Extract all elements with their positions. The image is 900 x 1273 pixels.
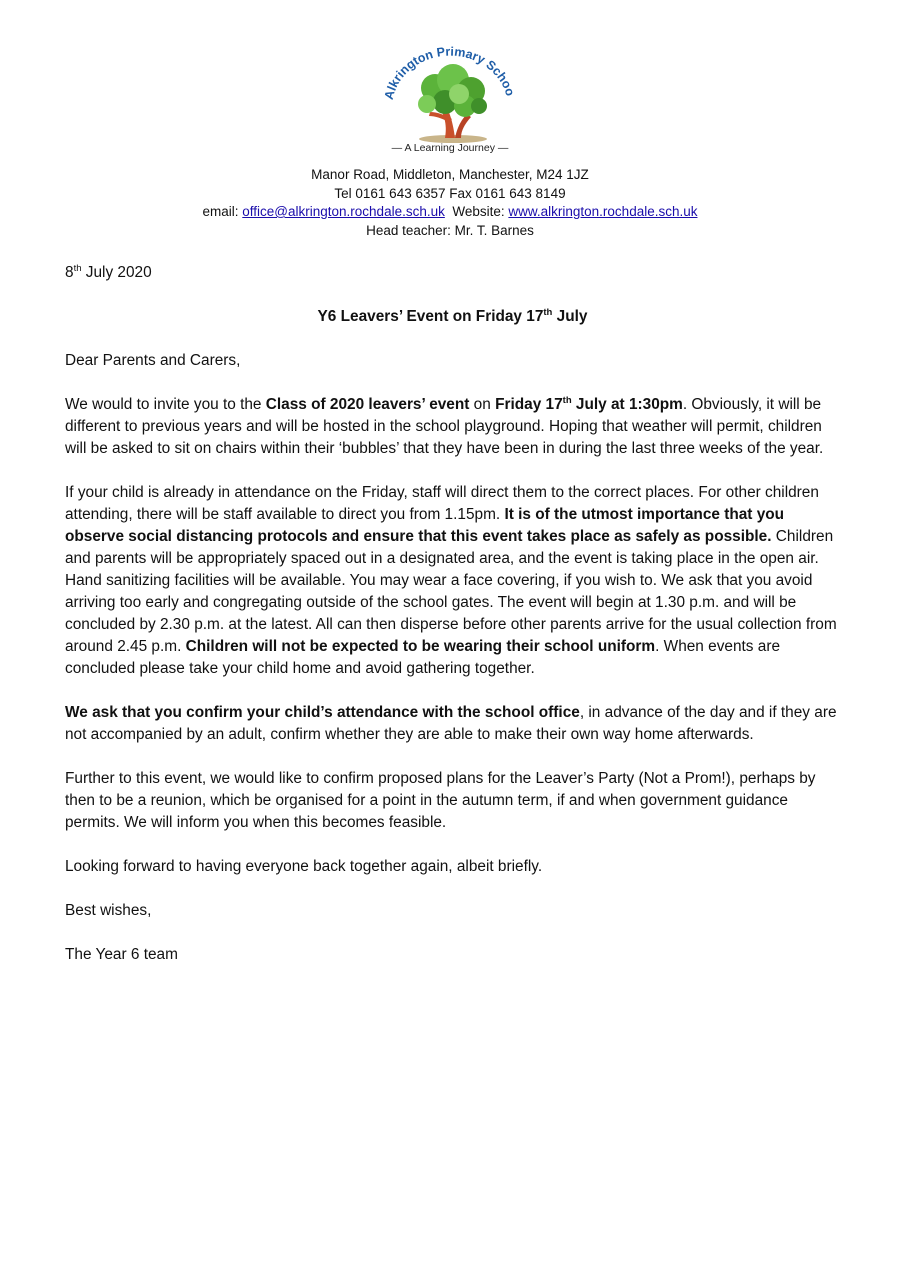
email-link[interactable]: office@alkrington.rochdale.sch.uk [242, 204, 445, 219]
website-link[interactable]: www.alkrington.rochdale.sch.uk [508, 204, 698, 219]
letter-date: 8th July 2020 [65, 262, 152, 281]
contact-line [0, 203, 900, 222]
letterhead [0, 166, 900, 240]
head-teacher: Head teacher: Mr. T. Barnes [366, 222, 534, 238]
paragraph-leavers-party: Further to this event, we would like to confirm proposed plans for the Leaver’s Party (Not a Prom!), perhaps by then to be a reunion, which be organised for a point in the autumn term, if and when government guidance permits. We will inform you when this becomes feasible. [65, 770, 816, 831]
closing: Best wishes, [65, 902, 152, 919]
school-phone-fax: Tel 0161 643 6357 Fax 0161 643 8149 [334, 185, 566, 201]
paragraph-arrangements: If your child is already in attendance on the Friday, staff will direct them to the correct places. For other children attending, there will be staff available to direct you from 1.15pm. It is of the utmost importance that you observe social distancing protocols and ensure that this event takes place as safely as possible. Children and parents will be appropriately spaced out in a designated area, and the event is taking place in the open air. Hand sanitizing facilities will be available. You may wear a face covering, if you wish to. We ask that you avoid arriving too early and congregating outside of the school gates. The event will begin at 1.30 p.m. and will be concluded by 2.30 p.m. at the latest. All can then disperse before other parents arrive for the usual collection from around 2.45 p.m. Children will not be expected to be wearing their school uniform. When events are concluded please take your child home and avoid gathering together. [65, 484, 837, 677]
school-address: Manor Road, Middleton, Manchester, M24 1JZ [311, 167, 589, 182]
letter-title: Y6 Leavers’ Event on Friday 17th July [317, 306, 588, 325]
email-label: email: [202, 204, 243, 219]
letter-body [65, 262, 840, 988]
salutation: Dear Parents and Carers, [65, 352, 241, 369]
signature: The Year 6 team [65, 946, 178, 963]
paragraph-invitation: We would to invite you to the Class of 2020 leavers’ event on Friday 17th July at 1:30pm. Obviously, it will be different to previous years and will be hosted in the school playground. Hoping that weather will permit, children will be asked to sit on chairs within their ‘bubbles’ that they have been in during the last three weeks of the year. [65, 394, 824, 457]
logo-school-name: Alkrington Primary Schoo [381, 44, 518, 101]
paragraph-confirmation: We ask that you confirm your child’s attendance with the school office, in advance of the day and if they are not accompanied by an adult, confirm whether they are able to make their own way home afterwards. [65, 704, 837, 743]
website-label: Website: [444, 204, 509, 219]
school-logo [375, 36, 525, 161]
paragraph-closing-remark: Looking forward to having everyone back together again, albeit briefly. [65, 858, 543, 875]
logo-tagline: — A Learning Journey — [391, 142, 509, 154]
